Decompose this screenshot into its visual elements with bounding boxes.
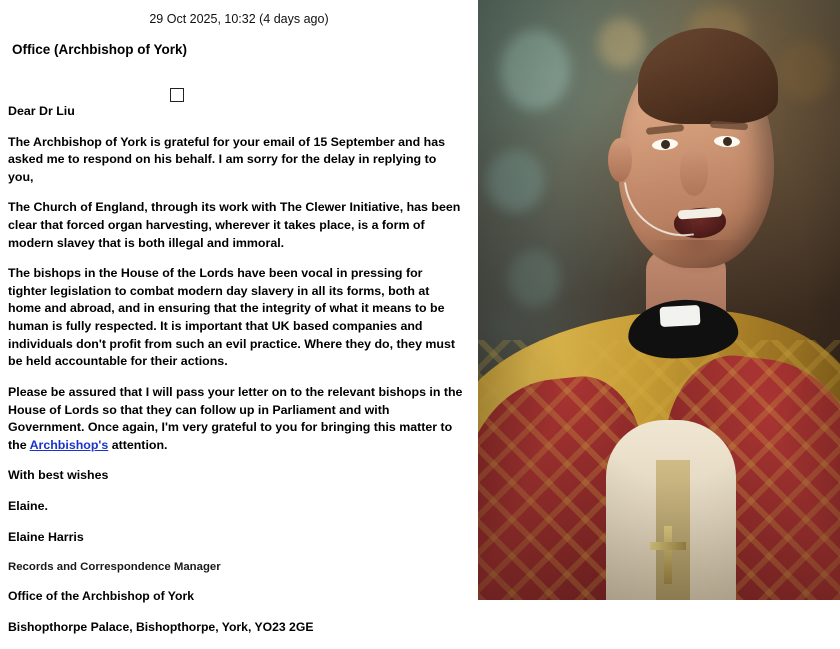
clerical-collar-white-tab xyxy=(660,305,701,327)
photo-bokeh-light xyxy=(508,250,560,308)
email-salutation: Dear Dr Liu xyxy=(8,104,75,118)
attachment-placeholder-icon xyxy=(170,88,184,102)
paragraph-4-pre-link: Please be assured that I will pass your letter on to the relevant bishops in the House of Lords so that they can follow up in Parliament and with Government. Once again, I'm very grateful to you for bringing this matter to the xyxy=(8,384,463,452)
pupil-left xyxy=(661,140,671,150)
pupil-right xyxy=(723,137,732,146)
photo-bokeh-light xyxy=(486,150,544,212)
paragraph-4-post-link: attention. xyxy=(108,437,168,452)
email-signature-role: Records and Correspondence Manager xyxy=(8,561,221,574)
chin-shadow xyxy=(648,240,748,276)
archbishops-link[interactable]: Archbishop's xyxy=(29,437,109,452)
photo-bokeh-light xyxy=(778,40,834,100)
stole xyxy=(656,460,690,600)
email-paragraph-3: The bishops in the House of the Lords have been vocal in pressing for tighter legislation to combat modern day slavery in all its forms, both at home and abroad, and in ensuring that the integrity of what it means to be human is fully respected. It is important that UK based companies and individuals don't profit from such an evil practice. Where they do, they must be held accountable for their actions. xyxy=(8,266,456,369)
email-timestamp: 29 Oct 2025, 10:32 (4 days ago) xyxy=(149,12,329,26)
photo-bokeh-light xyxy=(500,30,570,110)
ear xyxy=(608,138,632,182)
email-signature-name: Elaine Harris xyxy=(8,529,84,544)
email-paragraph-1: The Archbishop of York is grateful for your email of 15 September and has asked me to respond on his behalf. I am sorry for the delay in replying to you, xyxy=(8,134,445,184)
email-signature-informal: Elaine. xyxy=(8,498,48,513)
email-body xyxy=(8,103,463,649)
email-address-line: Bishopthorpe Palace, Bishopthorpe, York, YO23 2GE xyxy=(8,619,314,634)
email-closing: With best wishes xyxy=(8,468,109,483)
email-office-line: Office of the Archbishop of York xyxy=(8,589,194,604)
archbishop-photo xyxy=(478,0,840,600)
email-paragraph-2: The Church of England, through its work with The Clewer Initiative, has been clear that forced organ harvesting, wherever it takes place, is a form of modern slavey that is both illegal and immoral. xyxy=(8,200,461,250)
email-sender: Office (Archbishop of York) xyxy=(12,42,188,57)
pectoral-cross-icon xyxy=(664,526,672,584)
photo-bokeh-light xyxy=(598,18,644,68)
email-paragraph-4 xyxy=(8,384,463,454)
